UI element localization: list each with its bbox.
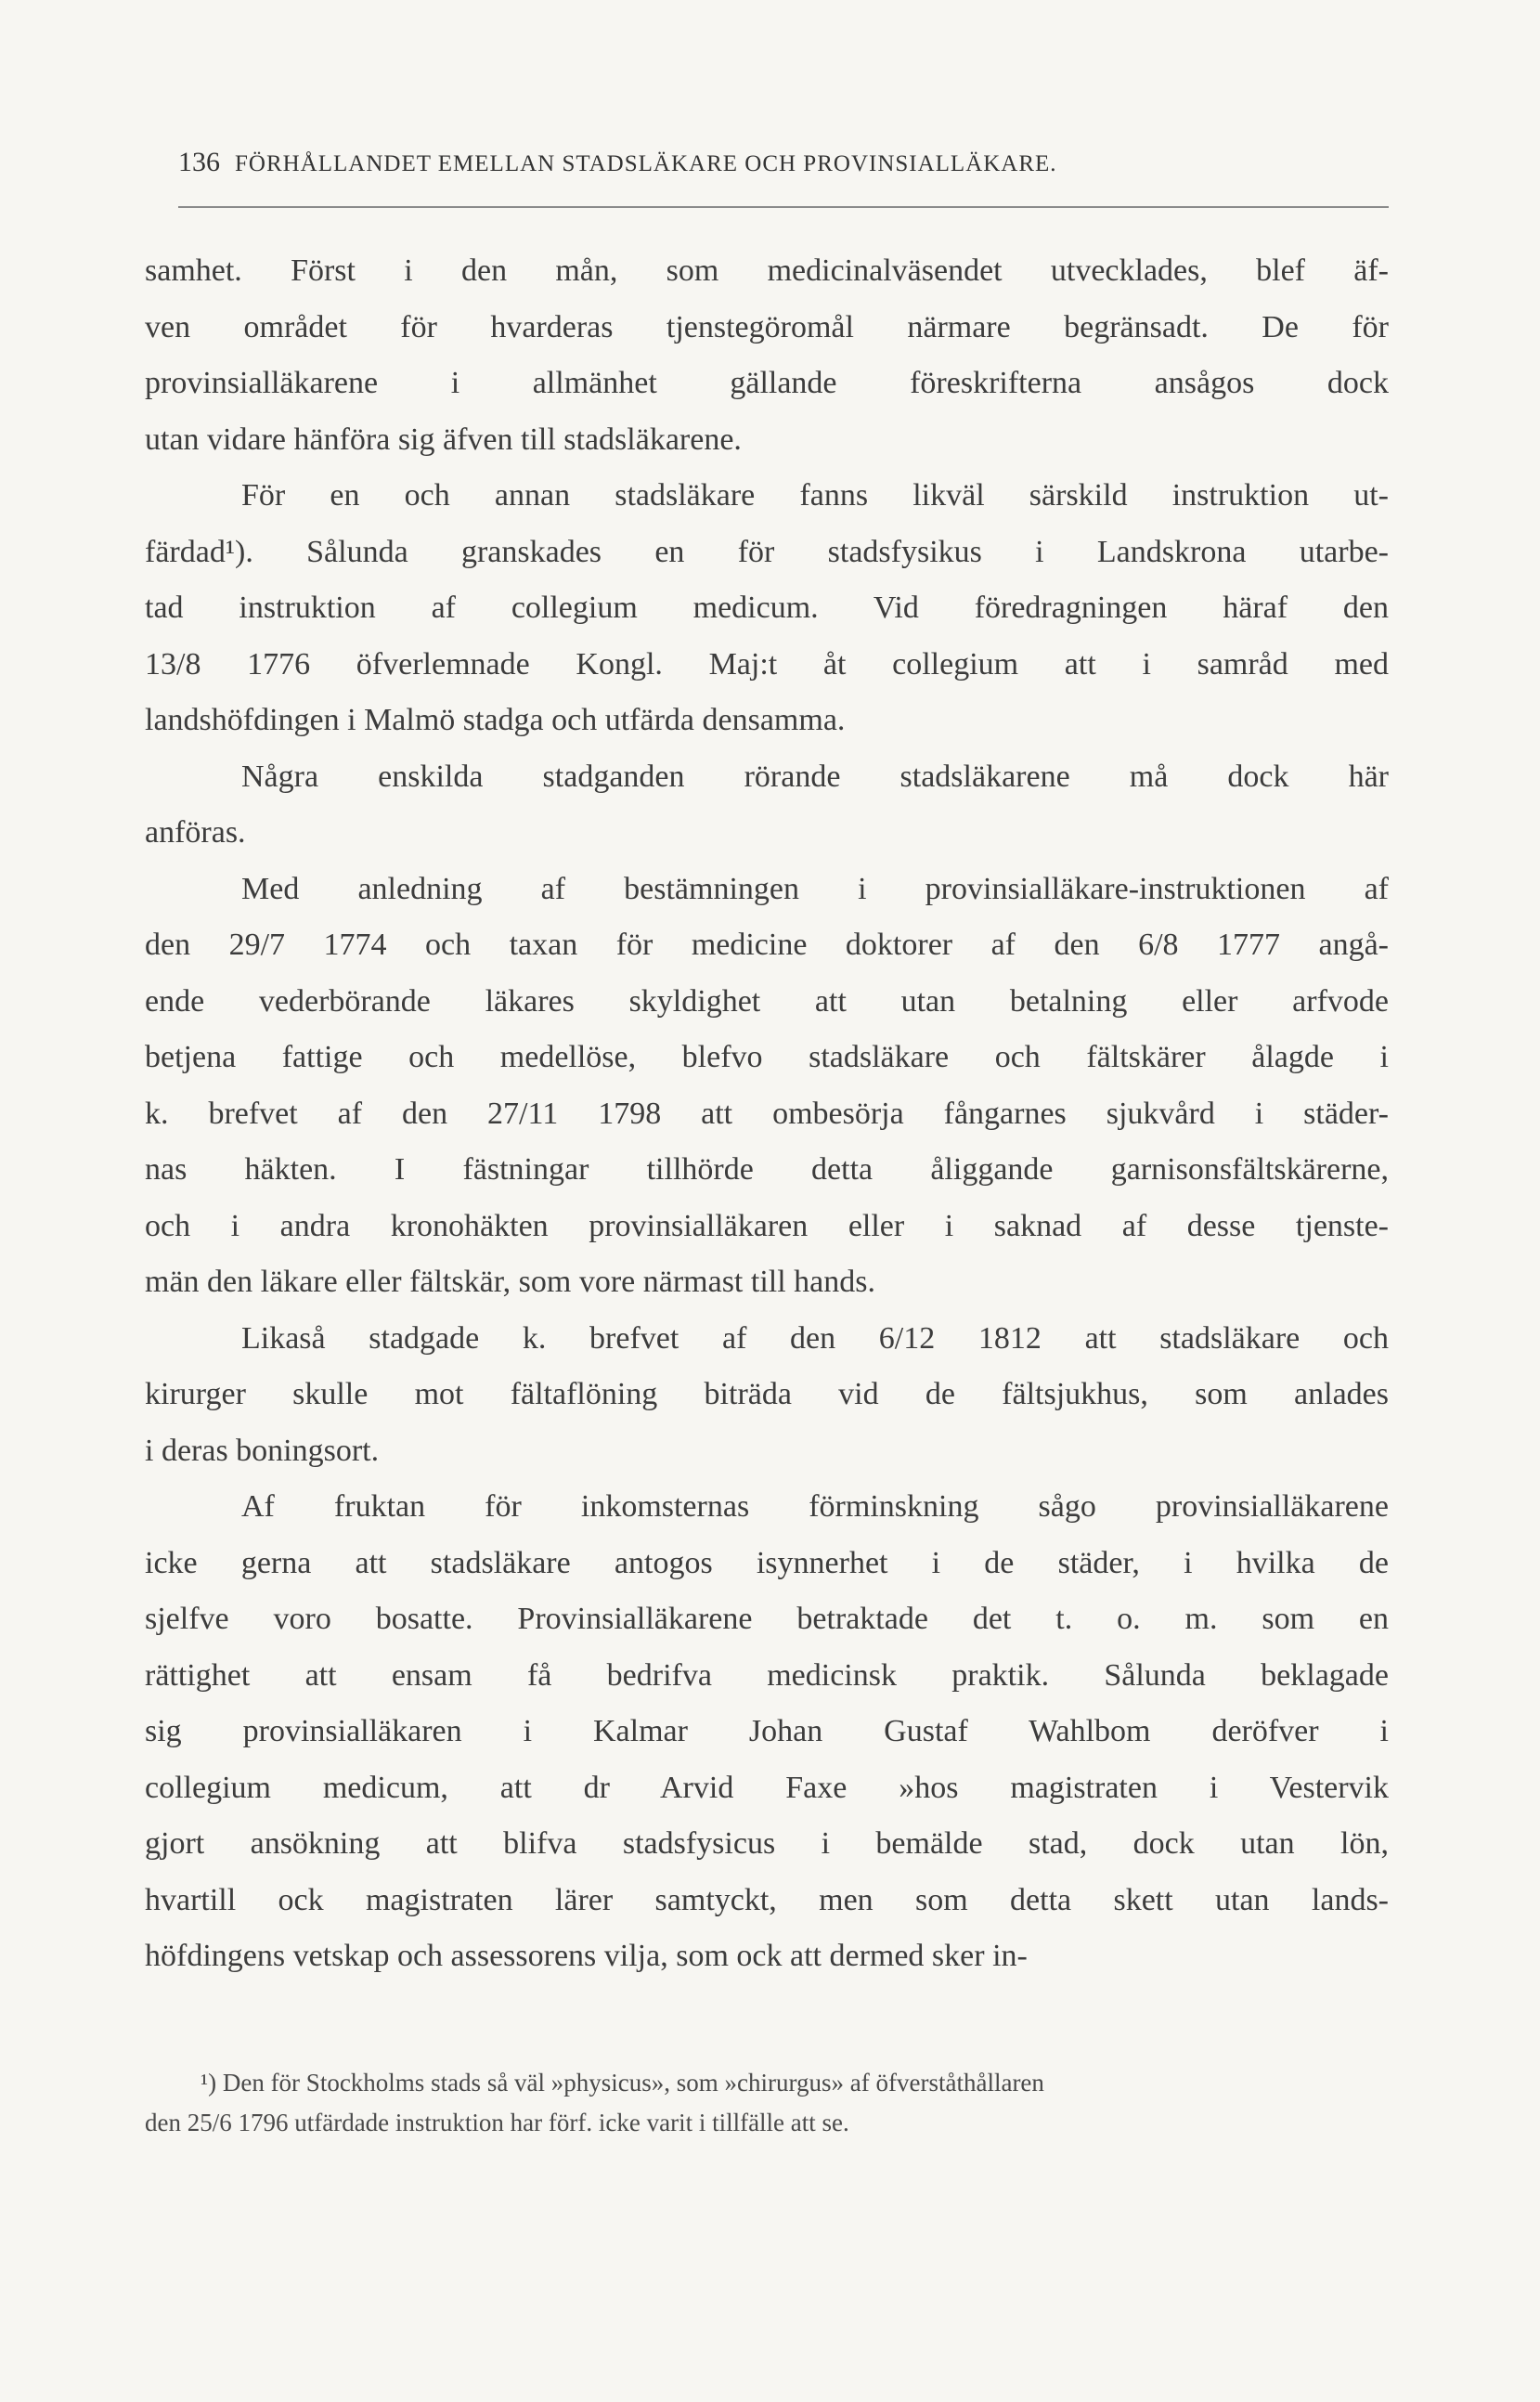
text-line: nas häkten. I fästningar tillhörde detta åliggande garnisonsfältskärerne, xyxy=(145,1152,1389,1187)
text-line: collegium medicum, att dr Arvid Faxe »hos magistraten i Vestervik xyxy=(145,1770,1389,1805)
text-line: samhet. Först i den mån, som medicinalväsendet utvecklades, blef äf- xyxy=(145,253,1389,288)
text-line: landshöfdingen i Malmö stadga och utfärda densamma. xyxy=(145,703,846,737)
header-rule xyxy=(178,206,1389,208)
text-line: Några enskilda stadganden rörande stadsläkarene må dock här xyxy=(241,759,1389,794)
text-line: och i andra kronohäkten provinsialläkaren eller i saknad af desse tjenste- xyxy=(145,1208,1389,1243)
text-line: anföras. xyxy=(145,815,246,850)
text-line: höfdingens vetskap och assessorens vilja, som ock att dermed sker in- xyxy=(145,1939,1028,1973)
running-title: FÖRHÅLLANDET EMELLAN STADSLÄKARE OCH PROVINSIALLÄKARE. xyxy=(235,151,1057,176)
text-line: kirurger skulle mot fältaflöning biträda vid de fältsjukhus, som anlades xyxy=(145,1377,1389,1411)
text-line: För en och annan stadsläkare fanns likväl särskild instruktion ut- xyxy=(241,478,1389,513)
footnote-line-2: den 25/6 1796 utfärdade instruktion har förf. icke varit i tillfälle att se. xyxy=(145,2109,849,2136)
text-line: färdad¹). Sålunda granskades en för stadsfysikus i Landskrona utarbe- xyxy=(145,534,1389,569)
footnotes xyxy=(145,2063,1389,2143)
text-line: Likaså stadgade k. brefvet af den 6/12 1812 att stadsläkare och xyxy=(241,1320,1389,1356)
text-line: den 29/7 1774 och taxan för medicine doktorer af den 6/8 1777 angå- xyxy=(145,928,1389,962)
text-line: icke gerna att stadsläkare antogos isynnerhet i de städer, i hvilka de xyxy=(145,1545,1389,1580)
text-line: rättighet att ensam få bedrifva medicinsk praktik. Sålunda beklagade xyxy=(145,1657,1389,1693)
text-line: Med anledning af bestämningen i provinsialläkare-instruktionen af xyxy=(241,871,1389,906)
footnote-line-1: ¹) Den för Stockholms stads så väl »physicus», som »chirurgus» af öfverståthållaren xyxy=(201,2069,1044,2097)
text-line: ende vederbörande läkares skyldighet att utan betalning eller arfvode xyxy=(145,983,1389,1019)
text-line: Af fruktan för inkomsternas förminskning sågo provinsialläkarene xyxy=(241,1489,1389,1524)
text-line: sig provinsialläkaren i Kalmar Johan Gustaf Wahlbom deröfver i xyxy=(145,1714,1389,1748)
text-line: k. brefvet af den 27/11 1798 att ombesörja fångarnes sjukvård i städer- xyxy=(145,1096,1389,1131)
text-line: 13/8 1776 öfverlemnade Kongl. Maj:t åt collegium att i samråd med xyxy=(145,646,1389,682)
text-line: betjena fattige och medellöse, blefvo stadsläkare och fältskärer ålagde i xyxy=(145,1040,1389,1074)
text-line: män den läkare eller fältskär, som vore närmast till hands. xyxy=(145,1265,875,1299)
text-line: hvartill ock magistraten lärer samtyckt, men som detta skett utan lands- xyxy=(145,1882,1389,1917)
text-line: sjelfve voro bosatte. Provinsialläkarene betraktade det t. o. m. som en xyxy=(145,1602,1389,1636)
body-text xyxy=(145,243,1389,1985)
text-line: tad instruktion af collegium medicum. Vid föredragningen häraf den xyxy=(145,591,1389,625)
page-number: 136 xyxy=(178,147,220,177)
text-line: i deras boningsort. xyxy=(145,1433,380,1468)
text-line: provinsialläkarene i allmänhet gällande föreskrifterna ansågos dock xyxy=(145,366,1389,400)
text-line: gjort ansökning att blifva stadsfysicus i bemälde stad, dock utan lön, xyxy=(145,1826,1389,1861)
text-line: ven området för hvarderas tjenstegöromål närmare begränsadt. De för xyxy=(145,309,1389,344)
running-header xyxy=(178,147,1389,178)
text-line: utan vidare hänföra sig äfven till stadsläkarene. xyxy=(145,422,742,457)
